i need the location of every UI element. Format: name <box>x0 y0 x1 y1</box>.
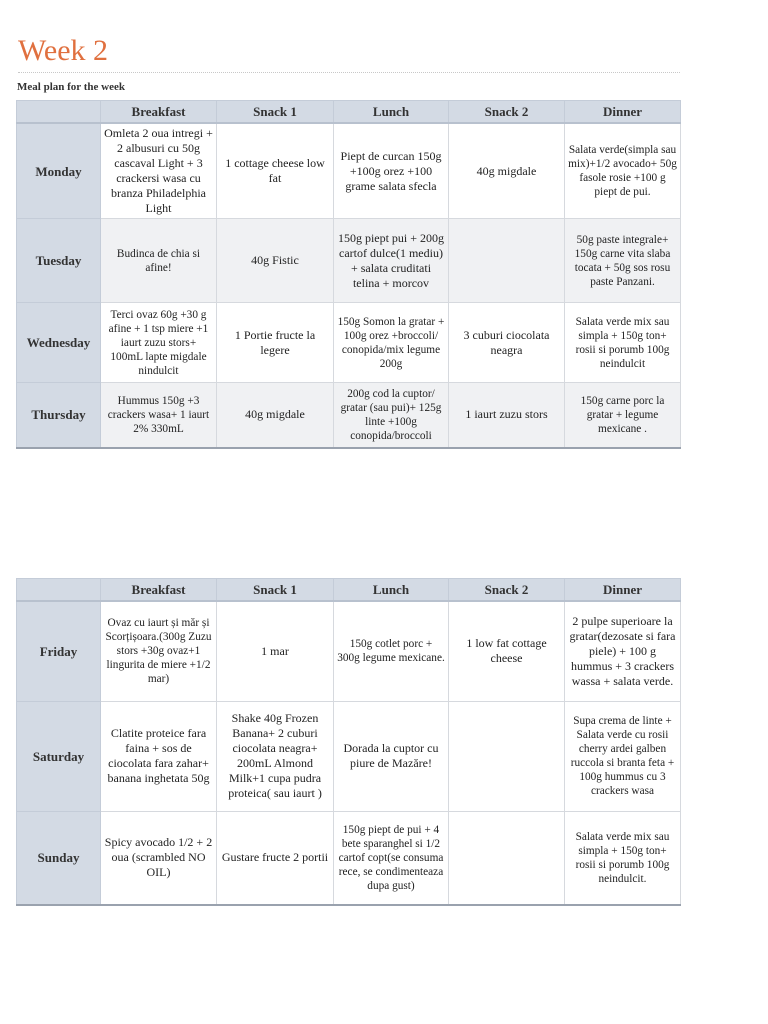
table-row <box>17 123 681 219</box>
dinner-cell: Salata verde mix sau simpla + 150g ton+ rosii si porumb 100g neindulcit. <box>565 811 681 905</box>
day-label: Saturday <box>17 701 101 811</box>
snack2-cell: 3 cuburi ciocolata neagra <box>449 303 565 383</box>
snack2-cell <box>449 219 565 303</box>
table-row <box>17 383 681 448</box>
lunch-cell: 150g piept de pui + 4 bete sparanghel si 1/2 cartof copt(se consuma rece, se condimenteaza dupa gust) <box>334 811 449 905</box>
snack1-cell: 40g migdale <box>217 383 334 448</box>
dinner-cell: 2 pulpe superioare la gratar(dezosate si fara piele) + 100 g hummus + 3 crackers wassa + salata verde. <box>565 601 681 701</box>
breakfast-cell: Hummus 150g +3 crackers wasa+ 1 iaurt 2% 330mL <box>101 383 217 448</box>
header-lunch: Lunch <box>334 101 449 124</box>
lunch-cell: 150g Somon la gratar + 100g orez +broccoli/ conopida/mix legume 200g <box>334 303 449 383</box>
snack1-cell: Gustare fructe 2 portii <box>217 811 334 905</box>
snack2-cell <box>449 701 565 811</box>
dinner-cell: 50g paste integrale+ 150g carne vita slaba tocata + 50g sos rosu paste Panzani. <box>565 219 681 303</box>
snack2-cell: 40g migdale <box>449 123 565 219</box>
snack1-cell: Shake 40g Frozen Banana+ 2 cuburi ciocolata neagra+ 200mL Almond Milk+1 cupa pudra proteica( sau iaurt ) <box>217 701 334 811</box>
snack1-cell: 1 mar <box>217 601 334 701</box>
header-corner <box>17 579 101 602</box>
day-label: Wednesday <box>17 303 101 383</box>
header-corner <box>17 101 101 124</box>
dinner-cell: Salata verde mix sau simpla + 150g ton+ rosii si porumb 100g neindulcit <box>565 303 681 383</box>
header-breakfast: Breakfast <box>101 579 217 602</box>
breakfast-cell: Ovaz cu iaurt și măr și Scorțișoara.(300g Zuzu stors +30g ovaz+1 lingurita de miere +1/2 mar) <box>101 601 217 701</box>
header-snack1: Snack 1 <box>217 101 334 124</box>
snack1-cell: 1 Portie fructe la legere <box>217 303 334 383</box>
table-row <box>17 701 681 811</box>
snack1-cell: 1 cottage cheese low fat <box>217 123 334 219</box>
day-label: Monday <box>17 123 101 219</box>
header-breakfast: Breakfast <box>101 101 217 124</box>
table-row <box>17 811 681 905</box>
table-row <box>17 303 681 383</box>
day-label: Sunday <box>17 811 101 905</box>
lunch-cell: 200g cod la cuptor/ gratar (sau pui)+ 125g linte +100g conopida/broccoli <box>334 383 449 448</box>
breakfast-cell: Spicy avocado 1/2 + 2 oua (scrambled NO OIL) <box>101 811 217 905</box>
lunch-cell: Dorada la cuptor cu piure de Mazăre! <box>334 701 449 811</box>
header-snack1: Snack 1 <box>217 579 334 602</box>
meal-plan-table-1 <box>16 100 681 449</box>
table-header-row <box>17 579 681 602</box>
snack1-cell: 40g Fistic <box>217 219 334 303</box>
snack2-cell: 1 iaurt zuzu stors <box>449 383 565 448</box>
dinner-cell: 150g carne porc la gratar + legume mexicane . <box>565 383 681 448</box>
header-lunch: Lunch <box>334 579 449 602</box>
breakfast-cell: Terci ovaz 60g +30 g afine + 1 tsp miere +1 iaurt zuzu stors+ 100mL lapte migdale nindulcit <box>101 303 217 383</box>
header-snack2: Snack 2 <box>449 101 565 124</box>
dinner-cell: Supa crema de linte + Salata verde cu rosii cherry ardei galben ruccola si branta feta + 100g hummus cu 3 crackers wasa <box>565 701 681 811</box>
snack2-cell <box>449 811 565 905</box>
breakfast-cell: Budinca de chia si afine! <box>101 219 217 303</box>
day-label: Tuesday <box>17 219 101 303</box>
table-header-row <box>17 101 681 124</box>
lunch-cell: 150g cotlet porc + 300g legume mexicane. <box>334 601 449 701</box>
header-dinner: Dinner <box>565 579 681 602</box>
page-subtitle: Meal plan for the week <box>17 81 125 93</box>
header-snack2: Snack 2 <box>449 579 565 602</box>
meal-plan-table-2 <box>16 578 681 906</box>
breakfast-cell: Omleta 2 oua intregi + 2 albusuri cu 50g cascaval Light + 3 crackersi wasa cu branza Philadelphia Light <box>101 123 217 219</box>
lunch-cell: Piept de curcan 150g +100g orez +100 grame salata sfecla <box>334 123 449 219</box>
table-row <box>17 219 681 303</box>
lunch-cell: 150g piept pui + 200g cartof dulce(1 mediu) + salata cruditati telina + morcov <box>334 219 449 303</box>
breakfast-cell: Clatite proteice fara faina + sos de ciocolata fara zahar+ banana inghetata 50g <box>101 701 217 811</box>
table-row <box>17 601 681 701</box>
page-title: Week 2 <box>18 34 109 67</box>
day-label: Friday <box>17 601 101 701</box>
title-divider <box>18 72 680 73</box>
snack2-cell: 1 low fat cottage cheese <box>449 601 565 701</box>
header-dinner: Dinner <box>565 101 681 124</box>
day-label: Thursday <box>17 383 101 448</box>
dinner-cell: Salata verde(simpla sau mix)+1/2 avocado+ 50g fasole rosie +100 g piept de pui. <box>565 123 681 219</box>
